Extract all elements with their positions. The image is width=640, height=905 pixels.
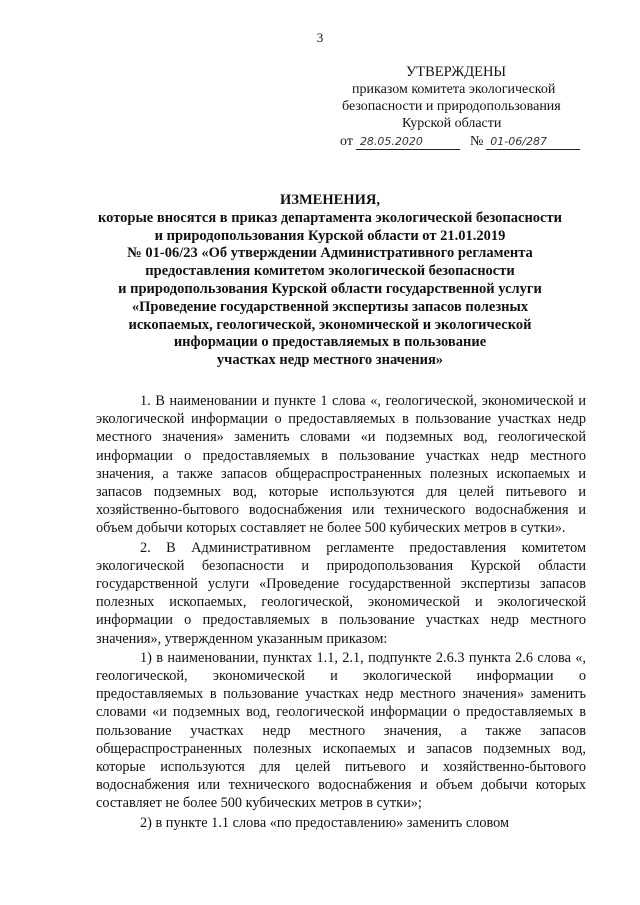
approval-line-3: Курской области <box>402 116 502 131</box>
approval-line-2: безопасности и природопользования <box>342 99 561 114</box>
approval-block <box>342 64 612 132</box>
number-prefix: № <box>469 134 484 149</box>
body-paragraph-4: 2) в пункте 1.1 слова «по предоставлению» заменить словом <box>140 814 510 831</box>
title-line: предоставления комитетом экологической безопасности <box>145 263 515 280</box>
body-paragraph-1: 1. В наименовании и пункте 1 слова «, геологической, экономической и экологической информации о предоставляемых в пользование участках недр местного значения» заменить словами «и подземных вод, геологической информации о предоставляемых в пользование участках недр местного значения, а также запасов общераспространенных полезных ископаемых и запасов подземных вод, которые используются для целей питьевого и хозяйственно-бытового водоснабжения или технического водоснабжения и объем добычи которых составляет не более 500 кубических метров в сутки». <box>96 393 586 537</box>
approval-heading: УТВЕРЖДЕНЫ <box>406 64 507 80</box>
title-line: ИЗМЕНЕНИЯ, <box>280 192 380 208</box>
handwritten-number: 01-06/287 <box>486 135 580 150</box>
document-title <box>80 192 580 370</box>
title-line: которые вносятся в приказ департамента экологической безопасности <box>98 209 562 226</box>
title-line: и природопользования Курской области от 21.01.2019 <box>154 227 506 244</box>
title-line: информации о предоставляемых в пользование <box>173 334 487 351</box>
title-line: «Проведение государственной экспертизы запасов полезных <box>131 298 529 315</box>
date-prefix: от <box>340 134 353 149</box>
page-number: 3 <box>316 30 324 45</box>
title-line: № 01-06/23 «Об утверждении Административного регламента <box>127 245 533 262</box>
body-paragraph-3: 1) в наименовании, пунктах 1.1, 2.1, подпункте 2.6.3 пункта 2.6 слова «, геологической, экономической и экологической информации о предоставляемых в пользование участках недр местного значения» заменить словами «и подземных вод, геологической информации о предоставляемых в пользование участках недр местного значения, а также запасов общераспространенных полезных ископаемых и запасов подземных вод, которые используются для целей питьевого и хозяйственно-бытового водоснабжения или технического водоснабжения и объем добычи которых составляет не более 500 кубических метров в сутки»; <box>96 649 586 812</box>
handwritten-date: 28.05.2020 <box>356 135 460 150</box>
approval-line-1: приказом комитета экологической <box>352 82 556 97</box>
document-body <box>96 392 586 832</box>
title-line: и природопользования Курской области государственной услуги <box>118 280 542 297</box>
body-paragraph-2: 2. В Административном регламенте предоставления комитетом экологической безопасности и природопользования Курской области государственной услуги «Проведение государственной экспертизы запасов полезных ископаемых, геологической, экономической и экологической информации о предоставляемых в пользование участках недр местного значения», утвержденном указанным приказом: <box>96 539 586 647</box>
order-date-number <box>340 134 580 150</box>
title-line: ископаемых, геологической, экономической и экологической <box>128 316 532 333</box>
title-line: участках недр местного значения» <box>216 352 444 369</box>
